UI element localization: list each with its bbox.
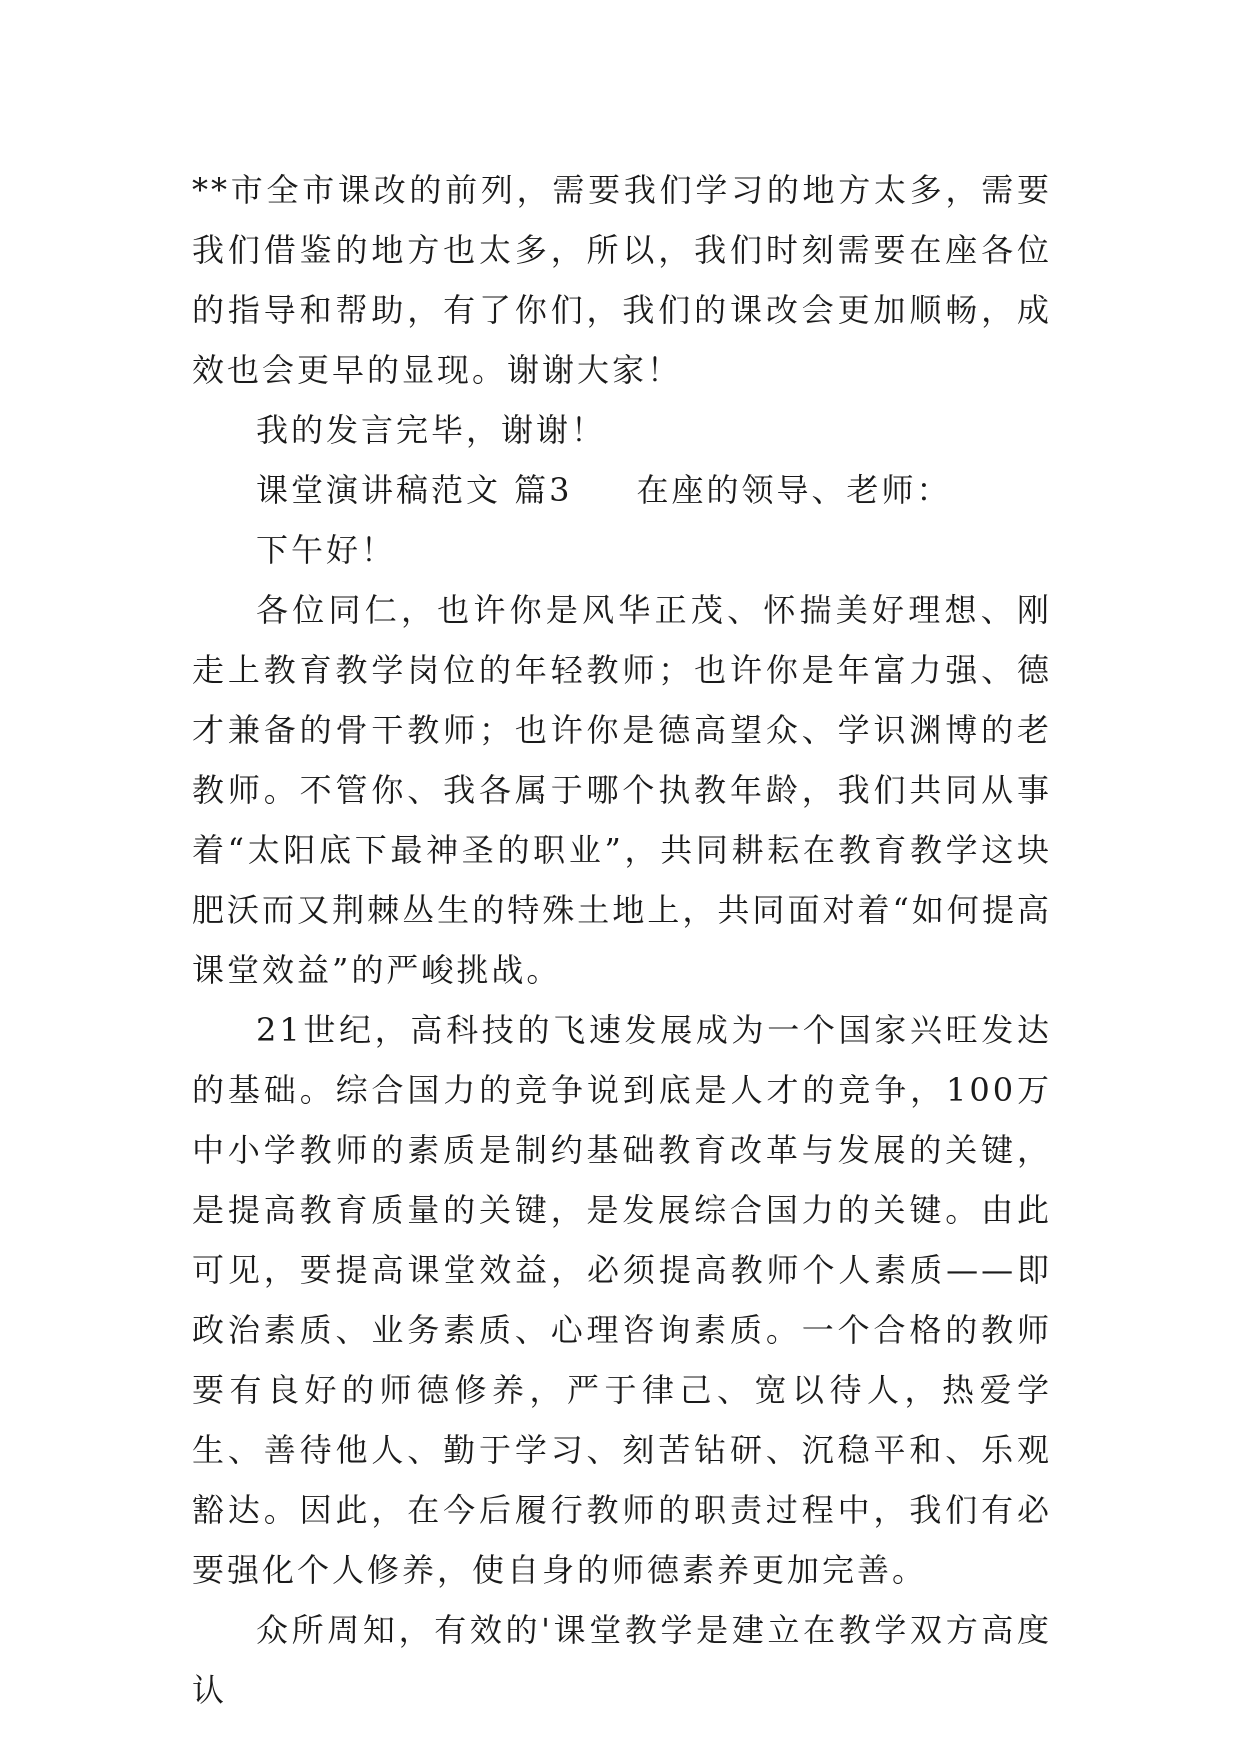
paragraph-greeting: 下午好！ <box>256 531 397 569</box>
document-body <box>192 160 1052 1720</box>
paragraph-speech-end: 我的发言完毕，谢谢！ <box>256 411 607 449</box>
paragraph-21st-century: 21世纪，高科技的飞速发展成为一个国家兴旺发达的基础。综合国力的竞争说到底是人才的竞争，100万中小学教师的素质是制约基础教育改革与发展的关键，是提高教育质量的关键，是发展综合国力的关键。由此可见，要提高课堂效益，必须提高教师个人素质——即政治素质、业务素质、心理咨询素质。一个合格的教师要有良好的师德修养，严于律己、宽以待人，热爱学生、善待他人、勤于学习、刻苦钻研、沉稳平和、乐观豁达。因此，在今后履行教师的职责过程中，我们有必要强化个人修养，使自身的师德素养更加完善。 <box>192 1011 1052 1589</box>
paragraph-closing-remarks: **市全市课改的前列，需要我们学习的地方太多，需要我们借鉴的地方也太多，所以，我们时刻需要在座各位的指导和帮助，有了你们，我们的课改会更加顺畅，成效也会更早的显现。谢谢大家！ <box>192 171 1052 389</box>
paragraph-colleagues: 各位同仁，也许你是风华正茂、怀揣美好理想、刚走上教育教学岗位的年轻教师；也许你是年富力强、德才兼备的骨干教师；也许你是德高望众、学识渊博的老教师。不管你、我各属于哪个执教年龄，我们共同从事着“太阳底下最神圣的职业”，共同耕耘在教育教学这块肥沃而又荆棘丛生的特殊土地上，共同面对着“如何提高课堂效益”的严峻挑战。 <box>192 591 1052 989</box>
paragraph-effective-teaching: 众所周知，有效的'课堂教学是建立在教学双方高度认 <box>192 1611 1052 1709</box>
section-heading: 课堂演讲稿范文 篇3 <box>256 471 573 509</box>
section-heading-line <box>192 460 1052 520</box>
salutation: 在座的领导、老师： <box>636 471 952 509</box>
